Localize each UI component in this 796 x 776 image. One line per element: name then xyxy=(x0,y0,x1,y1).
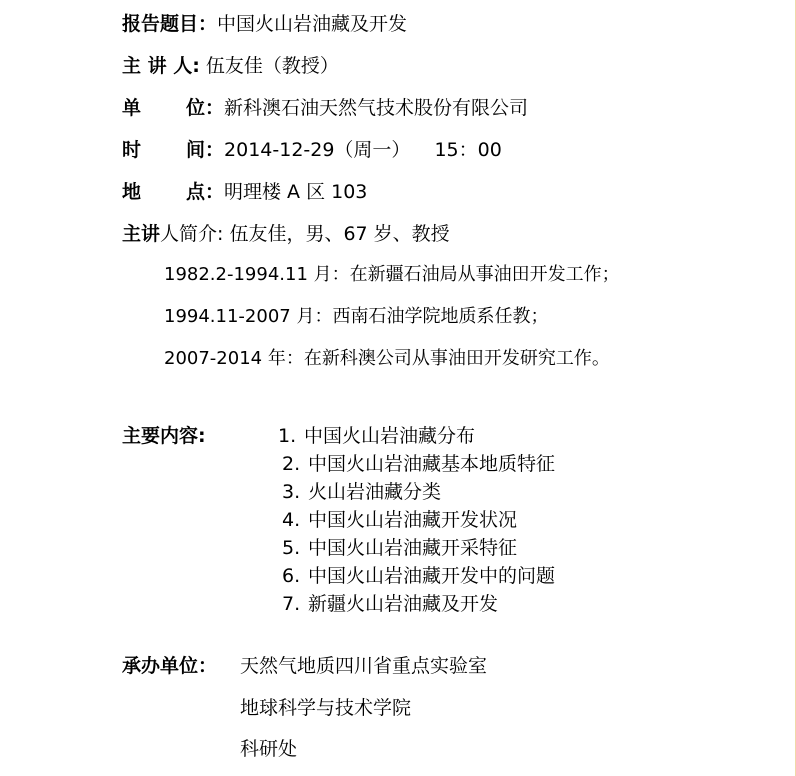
bio-label-rest: 人简介: xyxy=(160,223,224,245)
content-item xyxy=(282,592,498,616)
content-item-number: 4. xyxy=(282,509,301,531)
bio-summary: 伍友佳，男、67 岁、教授 xyxy=(229,223,450,245)
content-item-text: 中国火山岩油藏开发状况 xyxy=(308,509,518,531)
host-unit: 地球科学与技术学院 xyxy=(240,697,412,719)
place-value: 明理楼 A 区 103 xyxy=(224,181,368,203)
bio-label-bold: 主讲 xyxy=(122,223,161,245)
time-label-second: 间： xyxy=(186,139,225,161)
unit-label-second: 位： xyxy=(186,97,225,119)
content-item-text: 中国火山岩油藏基本地质特征 xyxy=(308,453,556,475)
time-row xyxy=(122,138,502,162)
content-item-text: 火山岩油藏分类 xyxy=(308,481,442,503)
content-item-text: 新疆火山岩油藏及开发 xyxy=(308,593,499,615)
content-item-number: 5. xyxy=(282,537,301,559)
time-value: 2014-12-29（周一） xyxy=(224,139,411,161)
content-item xyxy=(282,480,441,504)
content-item xyxy=(282,452,555,476)
content-item-number: 6. xyxy=(282,565,301,587)
unit-label-first: 单 xyxy=(122,97,142,119)
time-clock: 15：00 xyxy=(434,139,502,161)
bio-item: 2007-2014 年：在新科澳公司从事油田开发研究工作。 xyxy=(164,348,610,369)
content-item-text: 中国火山岩油藏开采特征 xyxy=(308,537,518,559)
content-label-text: 主要内容: xyxy=(122,425,206,447)
title-label: 报告题目： xyxy=(122,13,218,35)
host-label-text: 承办单位： xyxy=(122,655,218,677)
content-item-number: 7. xyxy=(282,593,301,615)
place-row xyxy=(122,180,367,204)
time-label-first: 时 xyxy=(122,139,142,161)
host-unit: 天然气地质四川省重点实验室 xyxy=(240,655,488,677)
title-value: 中国火山岩油藏及开发 xyxy=(217,13,408,35)
content-item-number: 3. xyxy=(282,481,301,503)
content-item xyxy=(282,508,517,532)
host-label xyxy=(122,654,217,678)
speaker-label: 主 讲 人: xyxy=(122,55,200,77)
place-label-first: 地 xyxy=(122,181,142,203)
content-item-text: 中国火山岩油藏开发中的问题 xyxy=(308,565,556,587)
unit-row xyxy=(122,96,528,120)
bio-item: 1982.2-1994.11 月：在新疆石油局从事油田开发工作； xyxy=(164,264,620,285)
content-item-text: 中国火山岩油藏分布 xyxy=(304,425,476,447)
bio-item: 1994.11-2007 月：西南石油学院地质系任教； xyxy=(164,306,549,327)
speaker-value: 伍友佳（教授） xyxy=(205,55,339,77)
speaker-row xyxy=(122,54,339,78)
place-label-second: 点： xyxy=(186,181,225,203)
bio-row xyxy=(122,222,450,246)
unit-value: 新科澳石油天然气技术股份有限公司 xyxy=(224,97,529,119)
content-item-number: 1. xyxy=(278,425,297,447)
content-item xyxy=(282,564,555,588)
content-item-number: 2. xyxy=(282,453,301,475)
content-item xyxy=(282,536,517,560)
content-label xyxy=(122,424,206,448)
host-unit: 科研处 xyxy=(240,738,298,760)
content-item xyxy=(278,424,475,448)
title-row xyxy=(122,12,407,36)
